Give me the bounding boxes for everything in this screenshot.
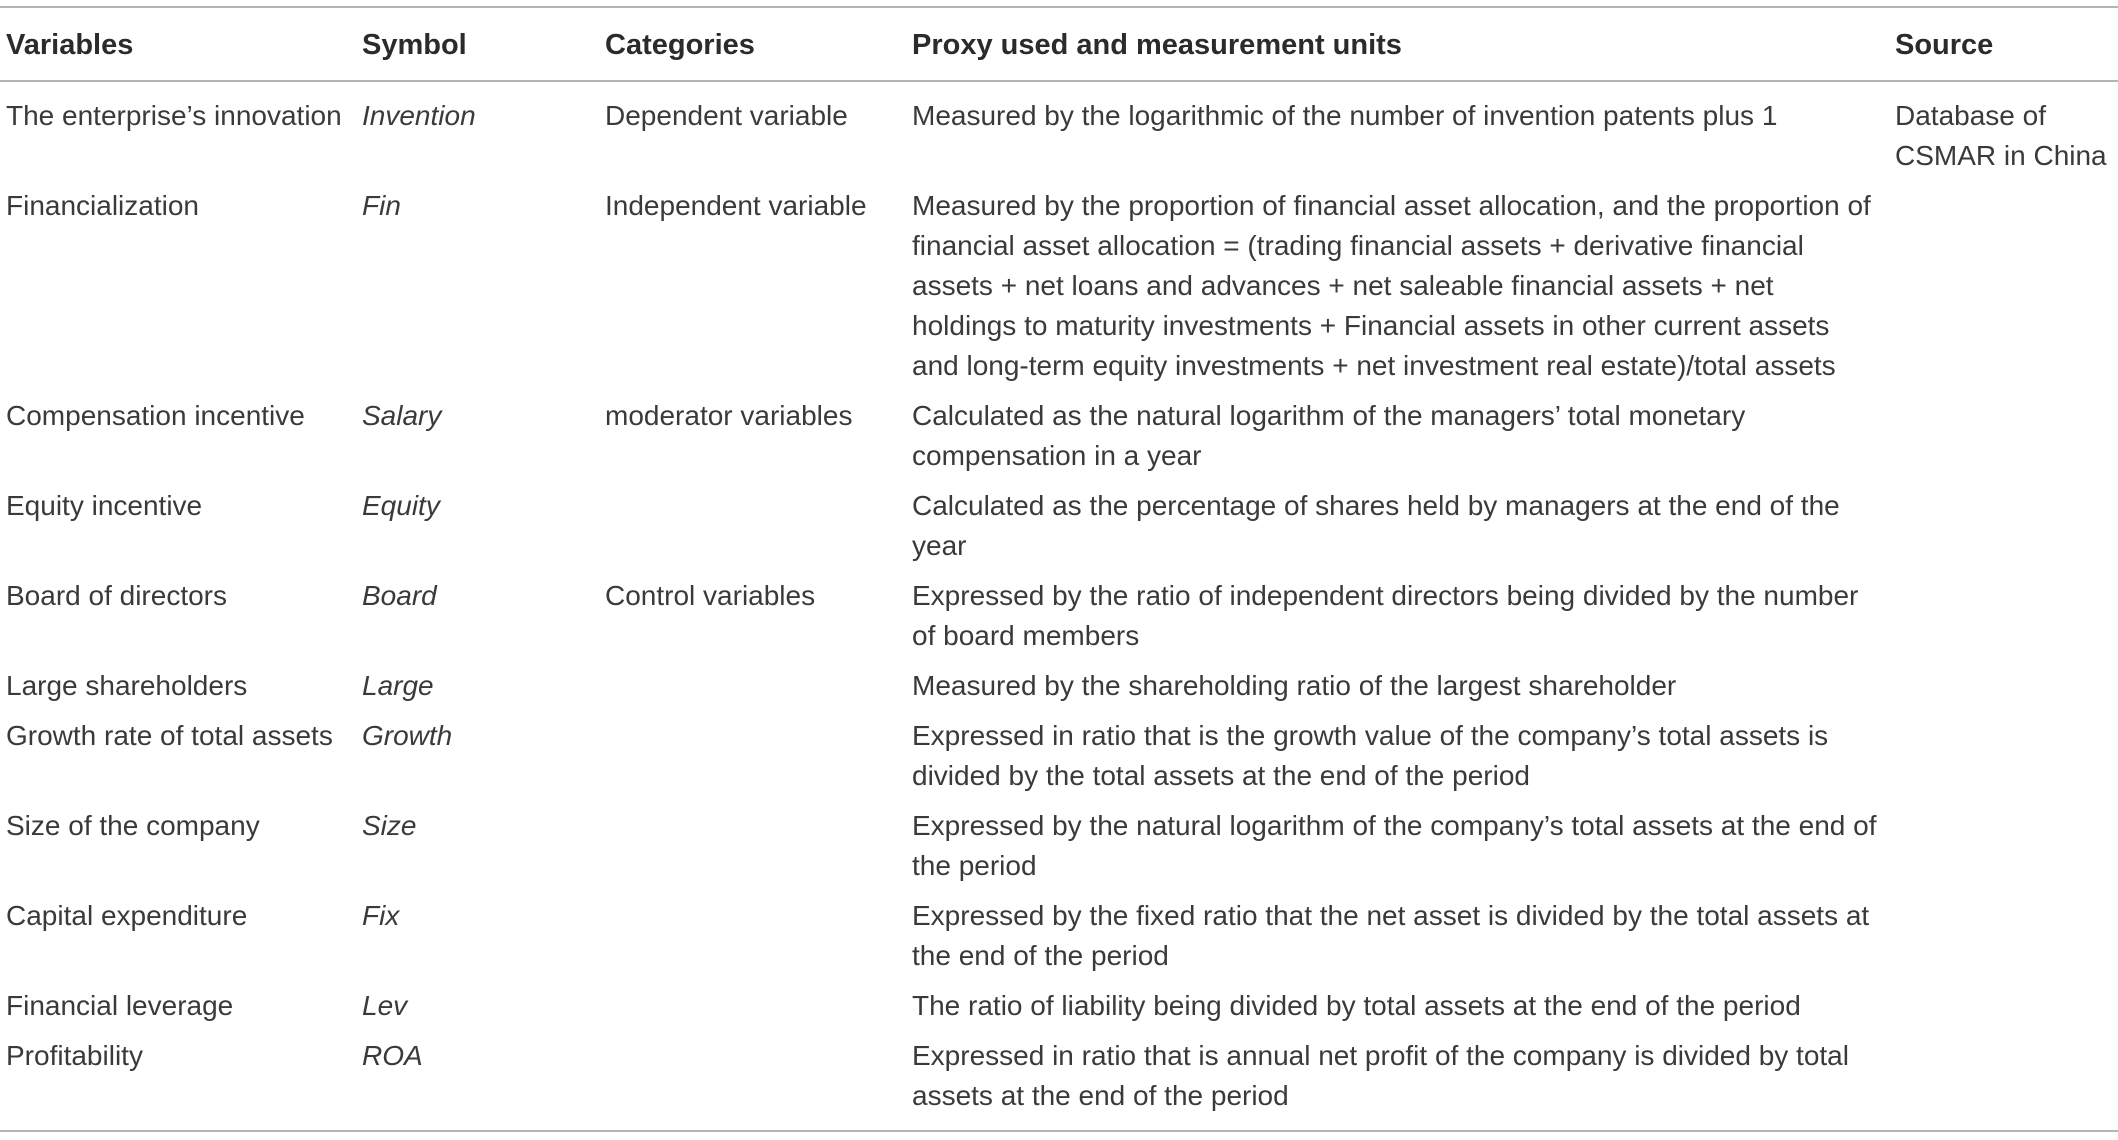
header-source: Source xyxy=(1895,29,1994,61)
cell-symbol: Lev xyxy=(362,990,408,1021)
cell-symbol: Board xyxy=(362,580,437,611)
table-row xyxy=(0,800,2118,890)
cell-source xyxy=(1889,390,2118,480)
cell-category xyxy=(599,480,906,570)
cell-proxy: Calculated as the percentage of shares held by managers at the end of the year xyxy=(912,490,1840,561)
cell-source xyxy=(1889,710,2118,800)
cell-proxy: The ratio of liability being divided by total assets at the end of the period xyxy=(912,990,1801,1021)
cell-source xyxy=(1889,890,2118,980)
cell-category xyxy=(599,980,906,1030)
cell-proxy: Measured by the proportion of financial asset allocation, and the proportion of financial asset allocation = (trading financial assets + derivative financial assets + net loans and advances + net saleable financial assets + net holdings to maturity investments + Financial assets in other current assets and long-term equity investments + net investment real estate)/total assets xyxy=(912,190,1871,381)
cell-source xyxy=(1889,1030,2118,1131)
cell-variable: Capital expenditure xyxy=(6,900,248,931)
cell-variable: Large shareholders xyxy=(6,670,248,701)
header-categories: Categories xyxy=(605,29,755,61)
table-row xyxy=(0,480,2118,570)
table-header-row xyxy=(0,7,2118,81)
header-variables: Variables xyxy=(6,29,134,61)
cell-source xyxy=(1889,800,2118,890)
cell-proxy: Calculated as the natural logarithm of the managers’ total monetary compensation in a year xyxy=(912,400,1746,471)
cell-symbol: Salary xyxy=(362,400,442,431)
header-proxy: Proxy used and measurement units xyxy=(912,29,1402,61)
cell-variable: Financial leverage xyxy=(6,990,234,1021)
variables-table xyxy=(0,6,2118,1132)
table-row xyxy=(0,570,2118,660)
cell-category xyxy=(599,800,906,890)
cell-category xyxy=(599,1030,906,1131)
cell-category: Control variables xyxy=(605,580,816,611)
cell-symbol: Size xyxy=(362,810,417,841)
cell-source: Database of CSMAR in China xyxy=(1895,100,2107,171)
table-row xyxy=(0,180,2118,390)
cell-category: Independent variable xyxy=(605,190,867,221)
cell-proxy: Expressed by the natural logarithm of the company’s total assets at the end of the period xyxy=(912,810,1877,881)
cell-source xyxy=(1889,980,2118,1030)
cell-category xyxy=(599,660,906,710)
cell-proxy: Expressed in ratio that is the growth value of the company’s total assets is divided by the total assets at the end of the period xyxy=(912,720,1829,791)
cell-variable: Equity incentive xyxy=(6,490,203,521)
table-row xyxy=(0,81,2118,180)
cell-symbol: Fix xyxy=(362,900,400,931)
header-symbol: Symbol xyxy=(362,29,467,61)
cell-variable: Compensation incentive xyxy=(6,400,305,431)
cell-symbol: Invention xyxy=(362,100,476,131)
cell-variable: The enterprise’s innovation xyxy=(6,100,342,131)
cell-proxy: Expressed in ratio that is annual net profit of the company is divided by total assets at the end of the period xyxy=(912,1040,1849,1111)
cell-proxy: Expressed by the fixed ratio that the net asset is divided by the total assets at the end of the period xyxy=(912,900,1870,971)
variables-table-container xyxy=(0,6,2118,1132)
cell-variable: Profitability xyxy=(6,1040,143,1071)
cell-source xyxy=(1889,480,2118,570)
cell-symbol: Fin xyxy=(362,190,401,221)
cell-symbol: Equity xyxy=(362,490,440,521)
cell-symbol: Large xyxy=(362,670,434,701)
cell-symbol: Growth xyxy=(362,720,453,751)
cell-category xyxy=(599,890,906,980)
cell-proxy: Measured by the logarithmic of the number of invention patents plus 1 xyxy=(912,100,1778,131)
table-row xyxy=(0,660,2118,710)
cell-category: Dependent variable xyxy=(605,100,848,131)
table-row xyxy=(0,1030,2118,1131)
cell-variable: Size of the company xyxy=(6,810,260,841)
cell-category: moderator variables xyxy=(605,400,853,431)
cell-source xyxy=(1889,180,2118,390)
cell-source xyxy=(1889,660,2118,710)
cell-proxy: Measured by the shareholding ratio of the largest shareholder xyxy=(912,670,1677,701)
cell-source xyxy=(1889,570,2118,660)
cell-variable: Board of directors xyxy=(6,580,227,611)
cell-proxy: Expressed by the ratio of independent directors being divided by the number of board members xyxy=(912,580,1859,651)
table-row xyxy=(0,980,2118,1030)
cell-variable: Financialization xyxy=(6,190,199,221)
table-row xyxy=(0,390,2118,480)
cell-symbol: ROA xyxy=(362,1040,423,1071)
table-row xyxy=(0,710,2118,800)
cell-variable: Growth rate of total assets xyxy=(6,720,333,751)
cell-category xyxy=(599,710,906,800)
table-row xyxy=(0,890,2118,980)
